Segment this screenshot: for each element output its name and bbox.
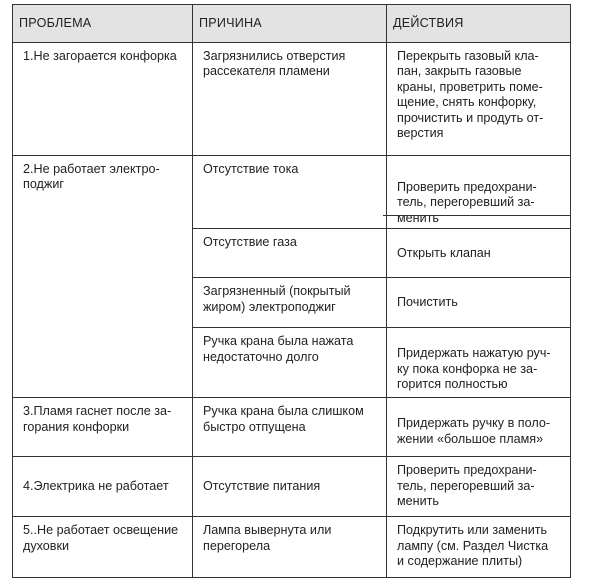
table-row bbox=[13, 398, 571, 457]
action-cell bbox=[387, 398, 571, 457]
problem-cell: 3.Пламя гаснет после за- горания конфорки bbox=[13, 398, 193, 457]
header-cause: ПРИЧИНА bbox=[193, 5, 387, 43]
cell-divider bbox=[383, 215, 570, 216]
table-row bbox=[13, 43, 571, 156]
cause-cell: Загрязненный (покрытый жиром) электроподжиг bbox=[193, 278, 387, 328]
table-row bbox=[13, 517, 571, 578]
header-problem: ПРОБЛЕМА bbox=[13, 5, 193, 43]
header-action: ДЕЙСТВИЯ bbox=[387, 5, 571, 43]
action-text: Придержать ручку в поло- жении «большое пламя» bbox=[397, 416, 551, 446]
action-text: Придержать нажатую руч- ку пока конфорка не за- горится полностью bbox=[397, 346, 551, 392]
cause-cell: Загрязнились отверстия рассекателя пламени bbox=[193, 43, 387, 156]
troubleshooting-table bbox=[12, 4, 571, 578]
action-cell bbox=[387, 229, 571, 278]
action-cell bbox=[387, 278, 571, 328]
cause-cell: Отсутствие газа bbox=[193, 229, 387, 278]
table-row bbox=[13, 457, 571, 517]
cause-text: Отсутствие питания bbox=[203, 478, 321, 493]
table-row bbox=[13, 156, 571, 229]
action-text: Почистить bbox=[397, 295, 458, 310]
action-text: Открыть клапан bbox=[397, 246, 491, 261]
action-cell: Проверить предохрани- тель, перегоревший за- менить bbox=[387, 457, 571, 517]
action-cell bbox=[387, 156, 571, 229]
action-text: Проверить предохрани- тель, перегоревший за- менить bbox=[397, 180, 537, 225]
action-cell bbox=[387, 328, 571, 398]
table-header-row bbox=[13, 5, 571, 43]
cause-cell: Отсутствие тока bbox=[193, 156, 387, 229]
problem-cell bbox=[13, 457, 193, 517]
cause-cell: Лампа вывернута или перегорела bbox=[193, 517, 387, 578]
cause-cell: Ручка крана была слишком быстро отпущена bbox=[193, 398, 387, 457]
action-cell: Подкрутить или заменить лампу (см. Раздел Чистка и содержание плиты) bbox=[387, 517, 571, 578]
problem-cell: 1.Не загорается конфорка bbox=[13, 43, 193, 156]
cause-cell bbox=[193, 457, 387, 517]
problem-cell: 5..Не работает освещение духовки bbox=[13, 517, 193, 578]
cause-cell: Ручка крана была нажата недостаточно долго bbox=[193, 328, 387, 398]
action-cell: Перекрыть газовый кла- пан, закрыть газовые краны, проветрить поме- щение, снять конфорку, прочистить и продуть от- верстия bbox=[387, 43, 571, 156]
problem-cell: 2.Не работает электро- поджиг bbox=[13, 156, 193, 398]
problem-text: 4.Электрика не работает bbox=[23, 478, 169, 493]
